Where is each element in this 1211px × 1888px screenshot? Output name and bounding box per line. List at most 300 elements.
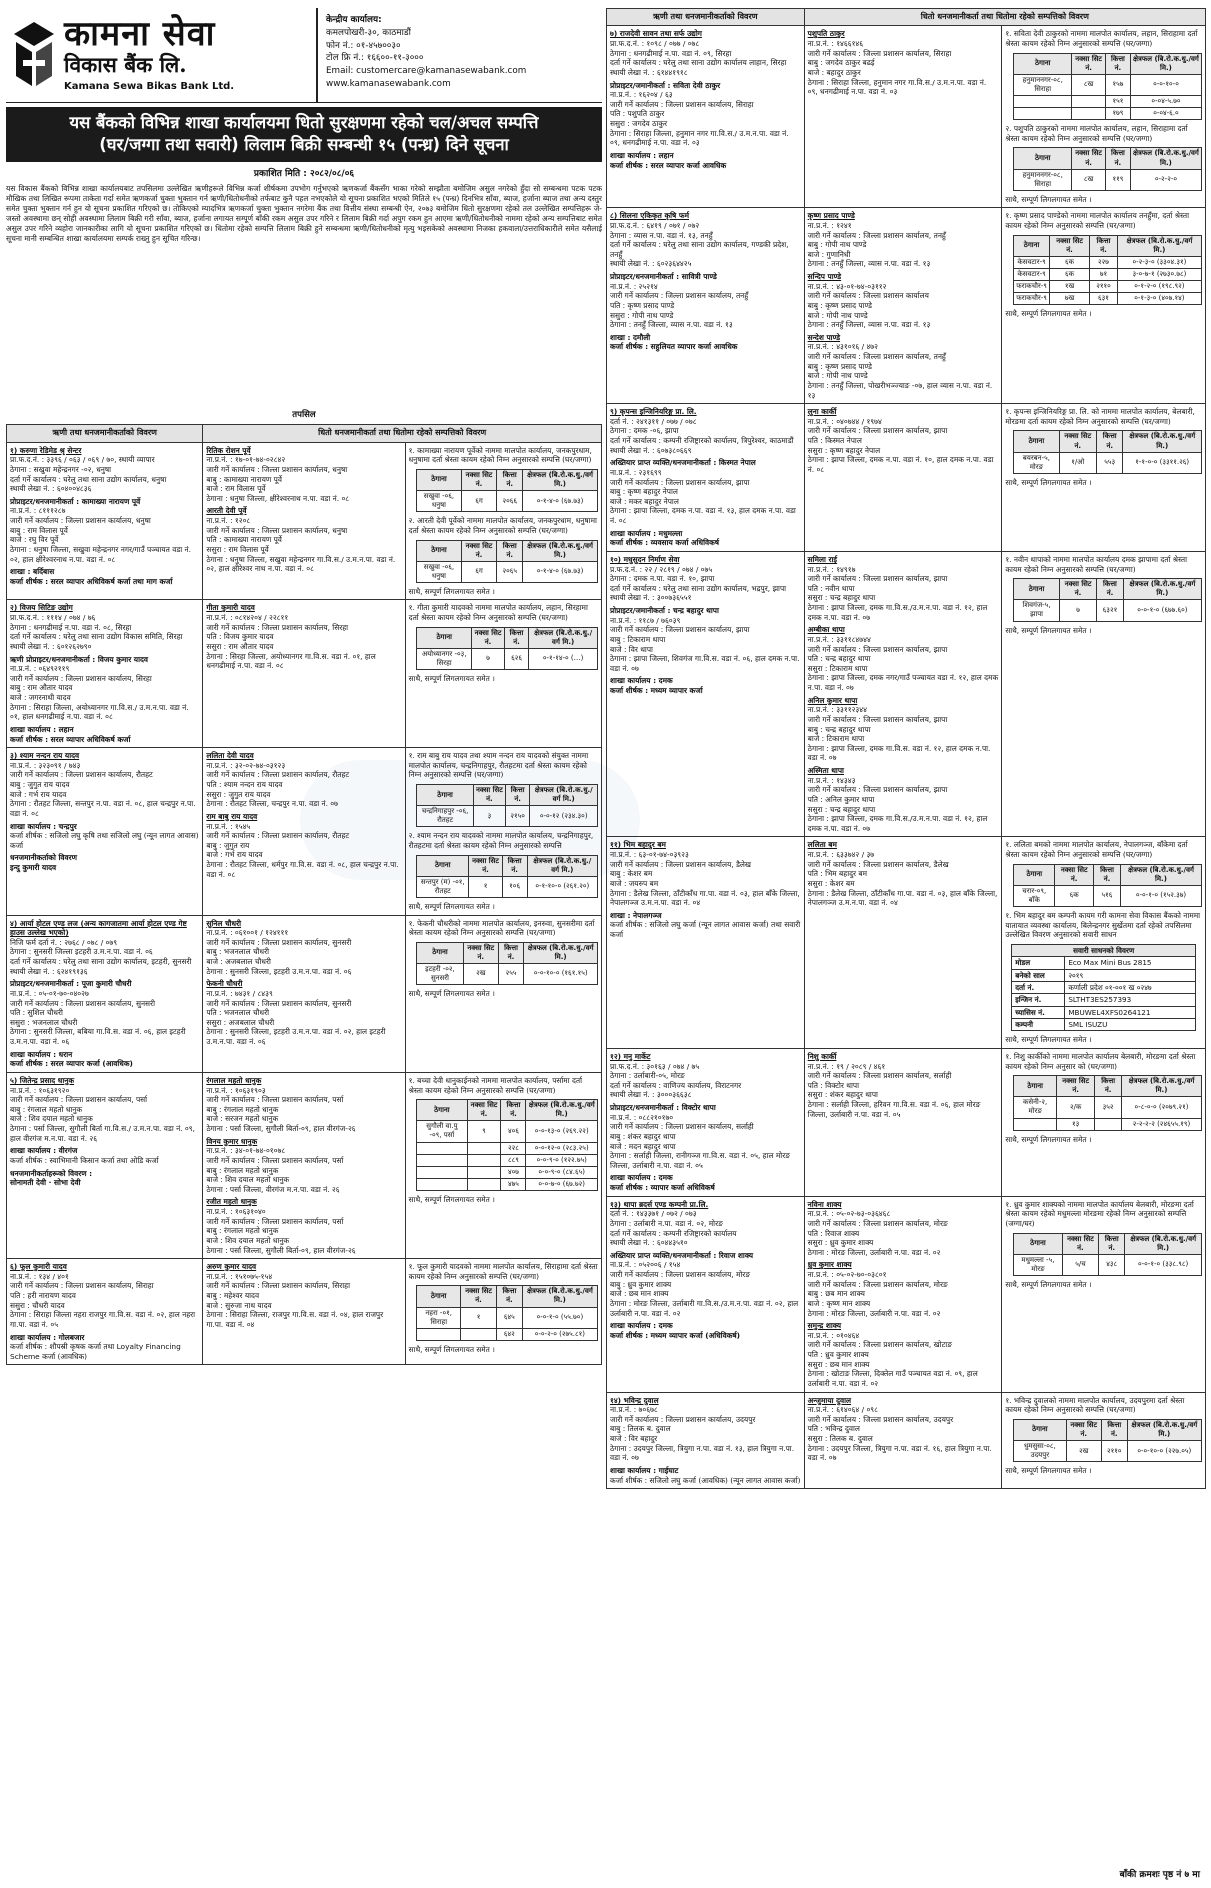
entry-row [607, 208, 1206, 404]
property-value: १ख [1049, 280, 1089, 292]
property-header: ठेगाना [417, 855, 469, 876]
property-value [1072, 108, 1106, 120]
footer-note: साथै, सम्पूर्ण लिगलगायत समेत । [408, 1194, 495, 1204]
property-table [416, 469, 598, 512]
property-header: ठेगाना [417, 1286, 461, 1307]
guarantor-cell [804, 551, 1002, 837]
property-value: २ख [1066, 1441, 1101, 1462]
property-header-row [1014, 431, 1202, 452]
property-header: ठेगाना [1014, 1419, 1066, 1440]
contact-block [316, 8, 526, 102]
vehicle-value: २०१९ [1065, 969, 1196, 981]
borrower-details: प्रा.फ.द.नं. : ३०१६३ / ०७४ / ७५ ठेगाना : उर्लाबारी-०५, मोरङ दर्ता गर्ने कार्यालय : वाणिज्य कार्यालय, विराटनगर स्थायी लेखा नं. : ३०००३६६३८ [610, 1061, 742, 1100]
proprietor-label: अख्तियार प्राप्त व्यक्ति/धनजमानीकर्ता : रिवाज शाक्य [610, 1250, 754, 1260]
branch-label: शाखा कार्यालय : दमक [610, 1321, 673, 1331]
proprietor-details: ना.प्र.नं. : ८१११२८७ जारी गर्ने कार्यालय : जिल्ला प्रशासन कार्यालय, धनुषा बाबु : राम विलास पूर्वे बाजे : रघु विर पूर्वे ठेगाना : धनुषा जिल्ला, सखुवा महेन्द्रनगर नगर/गाउँ पञ्चायत वडा नं. ०२, हाल क्षीरेश्वरनाथ न.पा. वडा नं. ०८ [10, 506, 191, 564]
footer-note: साथै, सम्पूर्ण लिगलगायत समेत । [1005, 309, 1092, 319]
property-note: १. नवीन थापाको नाममा मालपोत कार्यालय दमक झापामा दर्ता श्रेस्ता कायम रहेको निम्न अनुसारको सम्पत्ति (घर/जग्गा) [1005, 554, 1187, 574]
guarantor-cell [804, 1048, 1002, 1196]
property-value: ६४२ [496, 1328, 522, 1340]
proprietor-details: कर्जा शीर्षक : सजिलो लघु कर्जा (न्यून लागत आवास कर्जा) तथा सवारी कर्जा [610, 920, 801, 940]
vehicle-row [1012, 982, 1196, 994]
property-note: १. बच्चा देवी धानुकाईनको नाममा मालपोत कार्यालय, पर्सामा दर्ता श्रेस्ता कायम रहेको निम्न अनुसारको सम्पत्ति (घर/जग्गा) [408, 1075, 583, 1095]
property-table [416, 627, 598, 670]
proprietor-label: प्रोप्राइटर/धनजमानीकर्ता : विक्टोर थापा [610, 1103, 716, 1113]
property-value: ०-१-४-० (६७.७३) [523, 561, 598, 582]
guarantor-name: अम्बीका थापा [807, 625, 845, 635]
property-value: हनुमाननगर-०८, सिराहा [1014, 169, 1072, 190]
property-cell [1002, 1392, 1206, 1489]
borrower-heading: ६) फूल कुमारी यादव [10, 1262, 67, 1272]
guarantor-details: ना.प्र.नं. : ०६१००१ / १२४१११ जारी गर्ने कार्यालय : जिल्ला प्रशासन कार्यालय, सुनसरी बाबु : भजनलाल चौधरी बाजे : अजबलाल चौधरी ठेगाना : सुनसरी जिल्ला, इटहरी उ.म.न.पा. वडा नं. ०६ [206, 928, 352, 976]
property-header: नक्सा सिट नं. [1049, 235, 1089, 256]
property-value: ०-१-३-० (४०७.१४) [1117, 293, 1201, 305]
guarantor-details: ना.प्र.नं. : १७-०१-७४-०२८४२ जारी गर्ने कार्यालय : जिल्ला प्रशासन कार्यालय, धनुषा बाबु : कामाख्या नारायण पूर्वे बाजे : राम विलास पूर्वे ठेगाना : धनुषा जिल्ला, क्षीरेश्वरनाथ न.पा. वडा नं. ०८ [206, 455, 350, 503]
property-value: ०-१-१०-० (२६१.२०) [527, 876, 597, 897]
guarantor-name: सन्दिप पाण्डे [807, 272, 842, 282]
property-value [467, 1166, 501, 1178]
guarantor-name: गीता कुमारी यादव [206, 603, 255, 613]
property-header: ठेगाना [417, 942, 464, 963]
property-header: ठेगाना [1014, 1076, 1057, 1097]
borrower-heading: १३) थापा ब्रदर्स एण्ड कम्पनी प्रा.लि. [610, 1199, 709, 1209]
property-row [417, 1154, 598, 1166]
guarantor-name: सन्देश पाण्डे [807, 332, 841, 342]
borrower-heading: ११) भिम बहादुर बम [610, 840, 666, 850]
property-value: ४०६ [501, 1121, 526, 1142]
property-value: ३-०-७-१ (२७३०.७८) [1117, 268, 1201, 280]
proprietor-details: कर्जा शीर्षक : सजिलो लघु कृषि तथा सजिलो लघु (न्यून लागत आवास) कर्जा [10, 831, 199, 850]
branch-label: धनजमानीकर्ताको विवरण [10, 853, 77, 863]
property-value: २११० [1101, 1441, 1127, 1462]
property-value: धुमसुसा-०८, उदयपुर [1014, 1441, 1066, 1462]
property-row [1014, 268, 1202, 280]
office-address: कमलपोखरी-३०, काठमाडौं [326, 27, 411, 38]
property-header: ठेगाना [417, 1100, 467, 1121]
borrower-cell [7, 600, 203, 748]
property-header-row [417, 855, 598, 876]
vehicle-title: सवारी साधनको विवरण [1012, 944, 1196, 956]
proprietor-label: शाखा कार्यालय : गोलबजार [10, 1332, 85, 1342]
proprietor-details: ना.प्र.नं. : ११८७ / ७६०३९ जारी गर्ने कार्यालय : जिल्ला प्रशासन कार्यालय, झापा बाबु : टिकाराम थापा बाजे : विर थापा ठेगाना : झापा जिल्ला, शिवगंज गा.वि.स. वडा नं. ०६, हाल दमक न.पा. वडा नं. ०७ [610, 615, 800, 673]
property-header: ठेगाना [1014, 1233, 1062, 1254]
property-value: ७ख [1049, 293, 1089, 305]
right-schedule-table [606, 8, 1206, 1489]
property-value: ४७५ [501, 1178, 526, 1190]
property-header: कित्ता नं. [497, 540, 523, 561]
guarantor-cell [203, 442, 405, 600]
guarantor-name: नविना शाक्य [807, 1199, 842, 1209]
property-value: केसवटार-९ [1014, 256, 1050, 268]
vehicle-value: Eco Max Mini Bus 2815 [1065, 957, 1196, 969]
borrower-details: ना.प्र.नं. : १०६३१९२० जारी गर्ने कार्यालय : जिल्ला प्रशासन कार्यालय, पर्सा बाबु : रंगलाल महतो धानुक बाजे : शिव दयाल महतो धानुक ठेगाना : पर्सा जिल्ला, सुगौली बिर्ता गा.वि.स./ उ.म.न.पा. वडा नं. ०९, हाल वीरगंज म.न.पा. वडा नं. २६ [10, 1085, 195, 1143]
borrower-details: ना.प्र.नं. : ३२३०९१ / ७४३ जारी गर्ने कार्यालय : जिल्ला प्रशासन कार्यालय, रौतहट बाबु : जुगुत राय यादव बाजे : गर्भ राय यादव ठेगाना : रौतहट जिल्ला, सन्तपुर न.पा. वडा नं. ०८, हाल चन्द्रपुर न.पा. वडा नं. ०८ [10, 760, 196, 818]
branch-label: धनजमानीकर्ताहरूको विवरण : [10, 1168, 93, 1178]
property-header: ठेगाना [417, 785, 474, 806]
guarantor-cell [203, 748, 405, 915]
property-header: नक्सा सिट नं. [467, 1100, 501, 1121]
loan-label: कर्जा शीर्षक : सरल व्यापार कर्जा आवधिक [610, 160, 727, 170]
vehicle-row [1012, 1006, 1196, 1018]
guarantor-details: ना.प्र.नं. : ७४३१ / ८४३९ जारी गर्ने कार्यालय : जिल्ला प्रशासन कार्यालय, सुनसरी पति : भजनलाल चौधरी ससुरा : अजबलाल चौधरी ठेगाना : सुनसरी जिल्ला, इटहरी उ.म.न.पा. वडा नं. ०२, हाल इटहरी उ.म.न.पा. वडा नं. ०६ [206, 988, 386, 1046]
property-value: १७९ [1105, 108, 1130, 120]
property-value: १५१ [1105, 96, 1130, 108]
property-value: बयरबन-५, मोरङ [1014, 452, 1059, 473]
property-value: ०-०-१-० (५५.७०) [522, 1307, 597, 1328]
guarantor-details: ना.प्र.नं. : ०५-०२-७०-०३८०१ जारी गर्ने कार्यालय : जिल्ला प्रशासन कार्यालय, मोरङ बाबु : छब मान शाक्य बाजे : कृष्ण मान शाक्य ठेगाना : मोरङ जिल्ला, उर्लाबारी न.पा. वडा नं. ०२ [807, 1270, 948, 1318]
proprietor-details: ना.प्र.नं. : ०५२००६ / १५४ जारी गर्ने कार्यालय : जिल्ला प्रशासन कार्यालय, मोरङ बाबु : ध्रुव कुमार शाक्य बाजे : छब मान शाक्य ठेगाना : मोरङ जिल्ला, उर्लाबारी गा.वि.स./उ.म.न.पा. वडा नं. ०२, हाल उर्लाबारी न.पा. वडा नं. ०२ [610, 1260, 799, 1318]
entry-row [607, 1392, 1206, 1489]
guarantor-details: ना.प्र.नं. : १५४५ जारी गर्ने कार्यालय : जिल्ला प्रशासन कार्यालय, रौतहट बाबु : जुगुत राय बाजे : गर्भ राय यादव ठेगाना : रौतहट जिल्ला, धर्मपुर गा.वि.स. वडा नं. ०८, हाल चन्द्रपुर न.पा. वडा नं. ०८ [206, 821, 399, 879]
property-value: ४०७ [501, 1166, 526, 1178]
property-value: ०-०-१०-० [1130, 74, 1201, 95]
property-header: कित्ता नं. [1097, 579, 1124, 600]
proprietor-label: प्रोप्राइटर/जमानीकर्ता : चन्द्र बहादुर थापा [610, 606, 719, 616]
proprietor-label: प्रोप्राइटर/जमानीकर्ता : सविता देवी ठाकुर [610, 80, 721, 90]
property-header: कित्ता नं. [1101, 1419, 1127, 1440]
proprietor-label: शाखा कार्यालय : गाईघाट [610, 1465, 679, 1475]
property-note: २. श्याम नन्दन राय यादवको नाममा मालपोत कार्यालय, चन्द्रनिगाहपुर, रौतहटमा दर्ता श्रेस्ता कायम रहेको निम्न अनुसारको सम्पत्ति [408, 831, 594, 851]
property-header: क्षेत्रफल (बि.रो.क.धु./वर्ग मि.) [522, 1286, 597, 1307]
property-value: ०-०-१२-० (२८३.२५) [526, 1142, 598, 1154]
property-table [1013, 578, 1202, 621]
property-cell [405, 442, 601, 600]
property-value: ०-०-१३-० (२६९.२२) [526, 1121, 598, 1142]
property-cell [1002, 208, 1206, 404]
property-value: ०-२-२-० [1130, 169, 1201, 190]
col-collateral-header: धितो धनजमानीकर्ता तथा धितोमा रहेको सम्पत्तिको विवरण [203, 425, 602, 442]
property-row [417, 1307, 598, 1328]
property-value: २२८ [501, 1142, 526, 1154]
guarantor-name: लुना कार्की [807, 407, 837, 417]
property-value: सखुवा -०६, धनुषा [417, 491, 461, 512]
guarantor-details: ना.प्र.नं. : ३२-०२-७४-०३१२३ जारी गर्ने कार्यालय : जिल्ला प्रशासन कार्यालय, रौतहट पति : श्याम नन्दन राय यादव ससुरा : जुगुत राय यादव ठेगाना : रौतहट जिल्ला, चन्द्रपुर न.पा. वडा नं. ०७ [206, 760, 350, 809]
borrower-cell [7, 748, 203, 915]
property-note: २. आरती देवी पूर्वेको नाममा मालपोत कार्यालय, जनकपुरधाम, धनुषामा दर्ता श्रेस्ता कायम रहेको निम्न अनुसारको सम्पत्ति (घर/जग्गा) [408, 516, 597, 535]
borrower-cell [7, 1259, 203, 1365]
guarantor-cell [804, 404, 1002, 552]
property-row [1014, 96, 1202, 108]
property-header: कित्ता नं. [502, 855, 527, 876]
borrower-details: दर्ता नं. : २४१३११ / ०७७ / ०७८ ठेगाना : दमक -०६, झापा दर्ता गर्ने कार्यालय : कम्पनी रजिष्ट्रारको कार्यालय, त्रिपुरेश्वर, काठमाडौं स्थायी लेखा नं. : ६०७३८०६६९ [610, 416, 794, 455]
property-header: नक्सा सिट नं. [1059, 579, 1096, 600]
property-header: नक्सा सिट नं. [469, 855, 502, 876]
property-value [417, 1328, 461, 1340]
footer-note: साथै, सम्पूर्ण लिगलगायत समेत । [408, 989, 495, 999]
property-header-row [1014, 148, 1202, 169]
property-header: कित्ता नं. [1099, 1233, 1125, 1254]
notice-title-line2: (घर/जग्गा तथा सवारी) लिलाम बिक्री सम्बन्धी १५ (पन्ध्र) दिने सूचना [99, 135, 509, 155]
loan-label: इन्दु कुमारी यादव [10, 863, 57, 873]
proprietor-details: कर्जा शीर्षक : सजिलो लघु कर्जा (आवधिक) (न्यून लागत आवास कर्जा) [610, 1475, 801, 1485]
guarantor-details: ना.प्र.नं. : १५१०७५-१५४ जारी गर्ने कार्यालय : जिल्ला प्रशासन कार्यालय, सिराहा बाबु : महेश्वर यादव बाजे : सुरुजा नाथ यादव ठेगाना : सिराहा जिल्ला, राजपुर गा.वि.स. वडा नं. ०४, हाल राजपुर गा.पा. वडा नं. ०४ [206, 1271, 384, 1329]
property-value [467, 1178, 501, 1190]
property-header: नक्सा सिट नं. [1072, 148, 1106, 169]
guarantor-cell [203, 1259, 405, 1365]
borrower-heading: ४) आर्या होटल एण्ड लज (अन्य कागजातमा आर्या होटल एण्ड गेष्ट हाउस उल्लेख भएको) [10, 918, 187, 938]
property-value [417, 1166, 467, 1178]
property-header: ठेगाना [417, 469, 461, 490]
property-value: ०-०-१०-० (२२७.०५) [1127, 1441, 1201, 1462]
guarantor-name: रितिक रोशन पूर्वे [206, 445, 251, 455]
guarantor-name: विनय कुमार धानुक [206, 1136, 258, 1146]
entry-row [7, 915, 602, 1072]
property-row [1014, 1441, 1202, 1462]
property-value: ८ख [1072, 169, 1106, 190]
borrower-heading: ५) जितेन्द्र प्रसाद धानुक [10, 1075, 75, 1085]
bank-logo [6, 8, 316, 102]
property-note: १. भविन्द्र दुवालको नाममा मालपोत कार्यालय, उदयपुरमा दर्ता श्रेस्ता कायम रहेको निम्न अनुसारको सम्पत्ति (घर/जग्गा) [1005, 1395, 1185, 1415]
bank-name-nepali: कामना सेवा [64, 14, 216, 55]
loan-label: कर्जा शीर्षक : सरल व्यापार अधिविकर्ष कर्जा तथा माग कर्जा [10, 576, 173, 586]
guarantor-name: ललिता बम [807, 840, 837, 850]
guarantor-details: ना.प्र.नं. : ३३११८४७४४ जारी गर्ने कार्यालय : जिल्ला प्रशासन कार्यालय, झापा पति : चन्द्र बहादुर थापा ससुरा : टिकाराम थापा ठेगाना : झापा जिल्ला, दमक नगर/गाउँ पञ्चायत वडा नं. १२, हाल दमक न.पा. वडा नं. ०७ [807, 634, 999, 693]
intro-text: यस विकास बैंकको विभिन्न शाखा कार्यालयबाट तपसिलमा उल्लेखित ऋणीहरूले विभिन्न कर्जा शीर्षकमा उपभोग गर्नुभएको ऋणकर्जा बैंकसँग भाका गरेको सम्झौता बमोजिम असुल नगरेको हुँदा सो सम्बन्धमा पटक पटक मौखिक तथा लिखित रूपमा ताकेता गर्दा समेत ऋणकर्जा चुक्ता भुक्तान गर्न ऋणी/धितोधनीको तर्फबाट कुनै पहल नभएकोले यो सूचना प्रकाशित भएको मितिले १५ (पन्ध्र) दिनभित्र साँवा, ब्याज, हर्जाना ब्याज तथा अन्य दस्तुर समेत चुक्ता भुक्तान गर्न हुन यो सूचना प्रकाशित गरिएको छ। तोकिएको म्यादभित्र ऋणकर्जा चुक्ता भुक्तान नगरेमा बैंक तथा वित्तीय संस्था सम्बन्धी ऐन, २०७३ बमोजिम धितो सुरक्षणमा रहेको तल उल्लेखित सम्पत्तिहरू जे-जस्तो अवस्थामा छन् सोही अवस्थामा लिलाम बिक्री गरी साँवा, ब्याज, हर्जाना लगायत सम्पूर्ण बाँकी रकम असुल उपर गरिने र लिलाम बिक्री गर्दा अपुग रकम हुन आएमा ऋणी/धितोधनीको नाममा रहेको अन्य सम्पत्तिबाट समेत असुल उपर गरिने व्यहोरा जानकारीका लागि यो सूचना प्रकाशित गरिएको छ। धितोमा रहेको सम्पत्ति लिलाम बिक्री हुने सम्बन्धमा ऋणी/धितोधनीको मृत्यु भइसकेको अवस्थामा निजका हकवाला/उत्तराधिकारीले समेत यसैलाई सूचना मानी सम्बन्धित शाखा कार्यालयमा सम्पर्क राख्नु हुन सूचित गरिन्छ। [6, 184, 602, 244]
borrower-cell [7, 1072, 203, 1258]
proprietor-label: प्रोप्राइटर/धनजमानीकर्ता : सावित्री पाण्डे [610, 272, 717, 282]
property-value: फराकचौर-९ [1014, 293, 1050, 305]
property-header: ठेगाना [1014, 579, 1060, 600]
property-value: १३ [1057, 1118, 1095, 1130]
property-value: ७ [1059, 600, 1096, 621]
property-value: २/क [1057, 1097, 1095, 1118]
property-cell [405, 1259, 601, 1365]
entry-row [7, 1072, 602, 1258]
entry-row [607, 837, 1206, 1049]
property-header: नक्सा सिट नं. [1066, 1419, 1101, 1440]
property-header: नक्सा सिट नं. [1057, 1076, 1095, 1097]
property-table [416, 1099, 598, 1191]
guarantor-cell [203, 600, 405, 748]
property-value: ७१ [1090, 268, 1118, 280]
footer-note: साथै, सम्पूर्ण लिगलगायत समेत । [1005, 1279, 1092, 1289]
guarantor-name: समुन्द्र शाक्य [807, 1321, 842, 1331]
property-header: क्षेत्रफल (बि.रो.क.धु./वर्ग मि.) [524, 942, 598, 963]
entry-row [607, 1048, 1206, 1196]
proprietor-details: ना.प्र.नं. : २३१६९९ जारी गर्ने कार्यालय : जिल्ला प्रशासन कार्यालय, झापा बाबु : कृष्ण बहादुर नेपाल बाजे : मकर बहादुर नेपाल ठेगाना : झापा जिल्ला, दमक न.पा. वडा नं. १३, हाल दमक न.पा. वडा नं. ०८ [610, 467, 796, 526]
guarantor-details: ना.प्र.नं. : ६३३७४२ / ३७ जारी गर्ने कार्यालय : जिल्ला प्रशासन कार्यालय, डैलेख पति : भिम बहादुर बम ससुरा : केशर बम ठेगाना : डैलेख जिल्ला, ठाँटीकाँध गा.पा. वडा नं. ०३, हाल बाँके जिल्ला, नेपालगञ्ज उ.म.न.पा. वडा नं. ०४ [807, 850, 998, 908]
property-header-row [1014, 53, 1202, 74]
property-value: ७ [472, 648, 505, 669]
property-note: १. कामाख्या नारायण पूर्वेको नाममा मालपोत कार्यालय, जनकपुरधाम, धनुषामा दर्ता श्रेस्ता कायम रहेको निम्न अनुसारको सम्पत्ति (घर/जग्गा) [408, 445, 592, 465]
property-value: कसेनी-२, मोरङ [1014, 1097, 1057, 1118]
property-header-row [417, 1100, 598, 1121]
guarantor-details: ना.प्र.नं. : १०६३१०४० जारी गर्ने कार्यालय : जिल्ला प्रशासन कार्यालय, पर्सा बाबु : रंगलाल महतो धानुक बाजे : शिव दयाल महतो धानुक ठेगाना : पर्सा जिल्ला, सुगौली बिर्ता-०९, हाल वीरगंज-२६ [206, 1207, 356, 1255]
proprietor-details: ना.प्र.नं. : ०५-०१-७०-०४०२७ जारी गर्ने कार्यालय : जिल्ला प्रशासन कार्यालय, सुनसरी पति : सुशिल चौधरी ससुरा : भजनलाल चौधरी ठेगाना : सुनसरी जिल्ला, बबिया गा.वि.स. वडा नं. ०६, हाल इटहरी उ.म.न.पा. वडा नं. ०६ [10, 988, 186, 1046]
property-value: ८ख [1072, 74, 1106, 95]
borrower-details: ना.प्र.नं. : ७०६७८ जारी गर्ने कार्यालय : जिल्ला प्रशासन कार्यालय, उदयपुर बाबु : तिलक ब. दुवाल बाजे : विर बहादुर ठेगाना : उदयपुर जिल्ला, त्रियुगा न.पा. वडा नं. १३, हाल त्रियुगा न.पा. वडा नं. ०७ [610, 1405, 795, 1463]
property-header-row [1014, 1233, 1202, 1254]
guarantor-details: ना.प्र.नं. : ०१०४६४ जारी गर्ने कार्यालय : जिल्ला प्रशासन कार्यालय, खोटाङ पति : ध्रुव कुमार शाक्य ससुरा : छब मान शाक्य ठेगाना : खोटाङ जिल्ला, दिक्तेल गाउँ पञ्चायत वडा नं. ०९, हाल उर्लाबारी न.पा. वडा नं. ०२ [807, 1330, 978, 1388]
property-header: कित्ता नं. [498, 942, 523, 963]
borrower-details: प्रा.फ.द.नं. : १११४ / ०७४ / ७६ ठेगाना : धनगढीमाई न.पा. वडा नं. ०८, सिरहा दर्ता गर्ने कार्यालय : घरेलु तथा साना उद्योग विकास समिति, सिरहा स्थायी लेखा नं. : ६०१२६२७९० [10, 613, 183, 651]
guarantor-details: ना.प्र.नं. : ४३१०१६ / ४७२ जारी गर्ने कार्यालय : जिल्ला प्रशासन कार्यालय, तनहुँ बाबु : कृष्ण प्रसाद पाण्डे बाजे : गोपी नाथ पाण्डे ठेगाना : तनहुँ जिल्ला, पोखरीभञ्ज्याङ -०७, हाल व्यास न.पा. वडा नं. १३ [807, 342, 993, 400]
property-note: १. कृष्ण प्रसाद पाण्डेको नाममा मालपोत कार्यालय तनहुँमा, दर्ता श्रेस्ता कायम रहेको निम्न अनुसारको सम्पत्ति (घर/जग्गा) [1005, 211, 1189, 230]
property-note: १. ललिता बमको नाममा मालपोत कार्यालय, नेपालगञ्ज, बाँकेमा दर्ता श्रेस्ता कायम रहेको निम्न अनुसारको सम्पत्ति (घर/जग्गा) [1005, 840, 1188, 860]
property-value: १ [461, 1307, 497, 1328]
vehicle-key: दर्ता नं. [1012, 982, 1065, 994]
property-header: कित्ता नं. [1095, 1076, 1122, 1097]
property-note: २. पशुपति ठाकुरको नाममा मालपोत कार्यालय, लहान, सिराहामा दर्ता श्रेस्ता कायम रहेको निम्न अनुसारको सम्पत्ति (घर/जग्गा) [1005, 124, 1188, 143]
property-cell [1002, 1196, 1206, 1392]
property-value: ०-०४-६.० [1130, 108, 1201, 120]
property-value: ६क [1055, 885, 1094, 906]
property-row [1014, 280, 1202, 292]
property-header: क्षेत्रफल (बि.रो.क.धु./वर्ग मि.) [530, 785, 598, 806]
property-value: ०-०४-५.७० [1130, 96, 1201, 108]
email: Email: customercare@kamanasewabank.com [326, 66, 527, 76]
property-header: नक्सा सिट नं. [1055, 864, 1094, 885]
guarantor-name: समिला राई [807, 554, 838, 564]
borrower-details: प्र.फ.द.नं. : २२ / २८१९ / ०७४ / ०७५ ठेगाना : दमक न.पा. वडा नं. १०, झापा दर्ता गर्ने कार्यालय : घरेलु तथा साना उद्योग कार्यालय, भद्रपुर, झापा स्थायी लेखा नं. : ३००७३६५५१ [610, 564, 787, 603]
guarantor-name: आरती देवी पूर्वे [206, 506, 247, 516]
property-cell [405, 600, 601, 748]
property-table [1013, 53, 1202, 121]
loan-label: कर्जा शीर्षक : मध्यम व्यापार कर्जा [610, 686, 703, 696]
guarantor-name: अनिल कुमार थापा [807, 695, 858, 705]
guarantor-details: ना.प्र.नं. : १९ / २०८९ / ४६१ जारी गर्ने कार्यालय : जिल्ला प्रशासन कार्यालय, सर्लाही पति : विक्टोर थापा ससुरा : शंकर बहादुर थापा ठेगाना : सर्लाही जिल्ला, हरिवन गा.वि.स. वडा नं. ०६, हाल मोरङ जिल्ला, उर्लाबारी न.पा. वडा नं. ०५ [807, 1061, 981, 1119]
borrower-details: दर्ता नं. : १४३३७१ / ०७२ / ०७३ ठेगाना : उर्लाबारी न.पा. वडा नं. ०२, मोरङ दर्ता गर्ने कार्यालय : कम्पनी रजिष्ट्रारको कार्यालय स्थायी लेखा नं. : ६०४४३५१० [610, 1209, 737, 1248]
proprietor-label: शाखा कार्यालय : चन्द्रपुर [10, 821, 77, 831]
guarantor-details: ना.प्र.नं. : ०५-०२-७३-०३६४६८ जारी गर्ने कार्यालय : जिल्ला प्रशासन कार्यालय, मोरङ पति : रिवाज शाक्य ससुरा : ध्रुव कुमार शाक्य ठेगाना : मोरङ जिल्ला, उर्लाबारी न.पा. वडा नं. ०२ [807, 1209, 948, 1257]
vehicle-key: मोडल [1012, 957, 1065, 969]
property-header: कित्ता नं. [1105, 53, 1130, 74]
guarantor-details: ना.प्र.नं. : ०८१४२०४ / २२८११ जारी गर्ने कार्यालय : जिल्ला प्रशासन कार्यालय, सिरहा पति : विजय कुमार यादव ससुरा : राम औतार यादव ठेगाना : सिरहा जिल्ला, अयोध्यानगर गा.वि.स. वडा नं. ०१, हाल धनगढीमाई न.पा. वडा नं. ०८ [206, 613, 376, 671]
entry-row [7, 442, 602, 600]
notice-title [6, 107, 602, 162]
borrower-cell [607, 404, 805, 552]
right-entries [607, 26, 1206, 1489]
property-header: नक्सा सिट नं. [472, 627, 505, 648]
footer-note: साथै, सम्पूर्ण लिगलगायत समेत । [408, 902, 495, 912]
borrower-heading: ३) श्याम नन्दन राय यादव [10, 751, 80, 761]
property-header: कित्ता नं. [496, 1286, 522, 1307]
col-borrower-header: ऋणी तथा धनजमानीकर्ताको विवरण [7, 425, 203, 442]
property-value: ०-०-१-० (३३८.९८) [1125, 1254, 1202, 1275]
property-row [1014, 1097, 1202, 1118]
property-table [1013, 430, 1202, 473]
footer-note: साथै, सम्पूर्ण लिगलगायत समेत । [1005, 477, 1092, 487]
property-value: हनुमाननगर-०८, सिराहा [1014, 74, 1072, 95]
branch-label: शाखा कार्यालय : मधुमल्ला [610, 528, 683, 538]
property-table [1013, 1233, 1202, 1276]
guarantor-cell [804, 26, 1002, 208]
footer-note: साथै, सम्पूर्ण लिगलगायत समेत । [1005, 194, 1092, 204]
property-value: ०-०-१-० (१५२.३७) [1120, 885, 1201, 906]
property-value: २५५ [498, 963, 523, 984]
guarantor-cell [804, 208, 1002, 404]
branch-label: शाखा कार्यालय : धरान [10, 1049, 73, 1059]
notice-title-line1: यस बैंकको विभिन्न शाखा कार्यालयमा धितो सुरक्षणमा रहेको चल/अचल सम्पत्ति [69, 113, 539, 132]
property-value: २११० [1090, 280, 1118, 292]
continued-note: बाँकी क्रमशः पृष्ठ नं ७ मा [1117, 1870, 1203, 1882]
property-value: इटहरी -०२, सुनसरी [417, 963, 464, 984]
property-header-row [417, 540, 598, 561]
property-row [1014, 256, 1202, 268]
property-header-row [417, 627, 598, 648]
branch-label: शाखा कार्यालय : लहान [10, 724, 74, 734]
vehicle-key: च्यासिस नं. [1012, 1006, 1065, 1018]
col-borrower-header-right: ऋणी तथा धनजमानीकर्ताको विवरण [607, 9, 805, 26]
proprietor-details: ना.प्र.नं. : १६२०४ / ६३ जारी गर्ने कार्यालय : जिल्ला प्रशासन कार्यालय, सिराहा पति : पशुपति ठाकुर ससुरा : जगदेव ठाकुर ठेगाना : सिराहा जिल्ला, हनुमान नगर गा.वि.स./ उ.म.न.पा. वडा नं. ०९, धनगढीमाई न.पा. वडा नं. ०३ [610, 90, 789, 148]
property-row [417, 1166, 598, 1178]
borrower-heading: १४) भविन्द्र दुवाल [610, 1395, 659, 1405]
property-row [417, 1121, 598, 1142]
bank-logo-icon [10, 20, 58, 90]
guarantor-details: ना.प्र.नं. : ३३११२३४४ जारी गर्ने कार्यालय : जिल्ला प्रशासन कार्यालय, झापा बाबु : चन्द्र बहादुर थापा बाजे : टिकाराम थापा ठेगाना : झापा जिल्ला, दमक गा.वि.स. वडा नं. १२, हाल दमक न.पा. वडा नं. ०७ [807, 705, 991, 763]
guarantor-details: ना.प्र.नं. : १४९१७ जारी गर्ने कार्यालय : जिल्ला प्रशासन कार्यालय, झापा पति : नवीन थापा ससुरा : चन्द्र बहादुर थापा ठेगाना : झापा जिल्ला, दमक गा.वि.स./उ.म.न.पा. वडा नं. १२, हाल दमक न.पा. वडा नं. ०७ [807, 564, 988, 622]
property-header: कित्ता नं. [501, 1100, 526, 1121]
property-header: कित्ता नं. [1090, 235, 1118, 256]
property-note: १. निशु कार्कीको नाममा मालपोत कार्यालय बेलबारी, मोरङमा दर्ता श्रेस्ता कायम रहेको निम्न अनुसार को (घर/जग्गा) [1005, 1051, 1196, 1071]
property-header: क्षेत्रफल (बि.रो.क.धु./वर्ग मि.) [1123, 579, 1201, 600]
property-value: ११९ [1105, 169, 1130, 190]
property-value: १/ओ [1059, 452, 1096, 473]
property-table [1013, 1419, 1202, 1462]
property-header: ठेगाना [417, 627, 472, 648]
property-header-row [417, 469, 598, 490]
property-value [417, 1178, 467, 1190]
guarantor-cell [804, 837, 1002, 1049]
vehicle-row [1012, 994, 1196, 1006]
vehicle-key: बनेको साल [1012, 969, 1065, 981]
property-value: फराकचौर-९ [1014, 280, 1050, 292]
property-cell [1002, 551, 1206, 837]
property-header: कित्ता नं. [1096, 431, 1122, 452]
proprietor-label: प्रोप्राइटर/धनजमानीकर्ता : कामाख्या नारायण पूर्वे [10, 496, 141, 506]
property-value: सुगौली वा.पु -०९, पर्सा [417, 1121, 467, 1142]
borrower-details: प्रा.फ.द.नं. : ६४१९ / ०७१ / ०७२ ठेगाना : व्यास न.पा. वडा नं. १३, तनहुँ दर्ता गर्ने कार्यालय : घरेलु तथा साना उद्योग कार्यालय, गण्डकी प्रदेश, तनहुँ स्थायी लेखा नं. : ६०२३६४४२५ [610, 220, 789, 269]
vehicle-value: SML ISUZU [1065, 1019, 1196, 1031]
office-label: केन्द्रीय कार्यालय: [326, 15, 382, 25]
borrower-details: ना.प्र.नं. : १३४ / ४०१ जारी गर्ने कार्यालय : जिल्ला प्रशासन कार्यालय, सिराहा पति : हरी नारायण यादव ससुरा : चौधरी यादव ठेगाना : सिराहा जिल्ला नहरा राजपुर गा.वि.स. वडा नं. ०२, हाल नहरा गा.पा. वडा नं. ०५ [10, 1271, 196, 1329]
property-value [467, 1154, 501, 1166]
borrower-heading: १) करुणा रेडिमेड श्रृ सेन्टर [10, 445, 82, 455]
property-value: ०-१-१४-० (…) [529, 648, 598, 669]
loan-label: सोनामती देवी · सोभा देवी [10, 1178, 81, 1188]
property-header: क्षेत्रफल (बि.रो.क.धु./वर्ग मि.) [1130, 148, 1201, 169]
guarantor-name: सुनिल चौधरी [206, 918, 242, 928]
vehicle-header-row [1012, 944, 1196, 956]
guarantor-details: ना.प्र.नं. : ६१४०६४ / ०९८ जारी गर्ने कार्यालय : जिल्ला प्रशासन कार्यालय, उदयपुर पति : भविन्द्र दुवाल ससुरा : तिलक ब. दुवाल ठेगाना : उदयपुर जिल्ला, त्रियुगा न.पा. वडा नं. १६, हाल त्रियुगा न.पा. वडा नं. ०७ [807, 1405, 992, 1463]
borrower-details: प्रा.फ.द.नं. : ३३९६ / ०६३ / ०६९ / ७०, स्थायी व्यापार ठेगाना : सखुवा महेन्द्रनगर -०२, धनुषा दर्ता गर्ने कार्यालय : घरेलु तथा साना उद्योग कार्यालय, धनुषा स्थायी लेखा नं. : ६०४००४८३६ [10, 455, 167, 494]
property-header-row [1014, 864, 1202, 885]
property-table [1013, 147, 1202, 190]
guarantor-cell [203, 915, 405, 1072]
property-header-row [1014, 235, 1202, 256]
property-header: क्षेत्रफल (बि.रो.क.धु./वर्ग मि.) [529, 627, 598, 648]
left-schedule-table [6, 424, 602, 1365]
guarantor-details: ना.प्र.नं. : ०४०७४४ / १९७४ जारी गर्ने कार्यालय : जिल्ला प्रशासन कार्यालय, झापा पति : किस्मत नेपाल ससुरा : कृष्ण बहादुर नेपाल ठेगाना : झापा जिल्ला, दमक न.पा. वडा नं. १०, हाल दमक न.पा. वडा नं. ०८ [807, 416, 994, 474]
entry-row [607, 551, 1206, 837]
proprietor-details: ना.प्र.नं. : २५२१४ जारी गर्ने कार्यालय : जिल्ला प्रशासन कार्यालय, तनहुँ पति : कृष्ण प्रसाद पाण्डे ससुरा : गोपी नाथ पाण्डे ठेगाना : तनहुँ जिल्ला, व्यास न.पा. वडा नं. १३ [610, 281, 749, 330]
branch-label: शाखा : दमौली [610, 332, 651, 342]
entry-row [7, 748, 602, 915]
loan-label: कर्जा शीर्षक : सहुलियत व्यापार कर्जा आवधिक [610, 342, 738, 352]
property-row [417, 491, 598, 512]
vehicle-row [1012, 957, 1196, 969]
property-row [1014, 885, 1202, 906]
property-row [417, 806, 598, 827]
footer-note: साथै, सम्पूर्ण लिगलगायत समेत । [1005, 1466, 1092, 1476]
property-value: ६३१ [1090, 293, 1118, 305]
property-header-row [1014, 1076, 1202, 1097]
property-header: क्षेत्रफल (बि.रो.क.धु./वर्ग मि.) [1130, 53, 1201, 74]
property-value: २१५० [505, 806, 529, 827]
property-header: कित्ता नं. [1094, 864, 1121, 885]
property-row [417, 561, 598, 582]
property-value: २ख [463, 963, 498, 984]
